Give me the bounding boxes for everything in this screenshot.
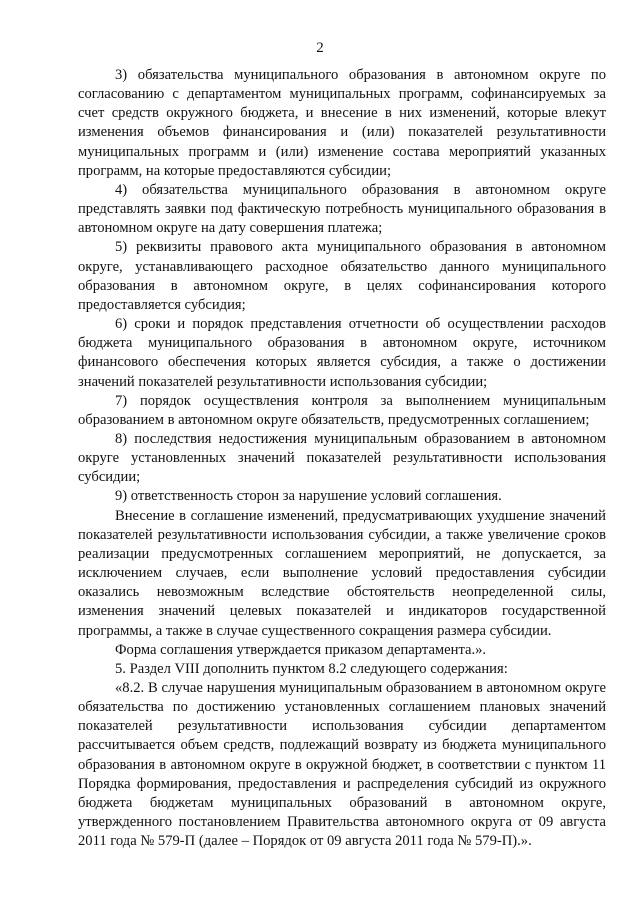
paragraph-item-7: 7) порядок осуществления контроля за выполнением муниципальным образованием в автономном округе обязательств, предусмотренных соглашением; xyxy=(78,392,606,428)
paragraph-item-5: 5) реквизиты правового акта муниципального образования в автономном округе, устанавливающего расходное обязательство данного муниципального образования в автономном округе, в целях софинансирования которого предоставляется субсидия; xyxy=(78,239,606,313)
paragraph-item-3: 3) обязательства муниципального образования в автономном округе по согласованию с департаментом муниципальных программ, софинансируемых за счет средств окружного бюджета, и внесение в них изменений, которые влекут изменения объемов финансирования и (или) показателей результативности муниципальных программ и (или) изменение состава мероприятий указанных программ, на которые предоставляются субсидии; xyxy=(78,67,606,179)
paragraph-section-viii: 5. Раздел VIII дополнить пунктом 8.2 следующего содержания: xyxy=(115,660,508,677)
page-number: 2 xyxy=(316,40,324,56)
paragraph-amendments: Внесение в соглашение изменений, предусматривающих ухудшение значений показателей результативности использования субсидии, а также увеличение сроков реализации предусмотренных соглашением мероприятий, не допускается, за исключением случаев, если выполнение условий предоставления субсидии оказались невозможным вследствие обстоятельств неопределенной силы, изменения значений целевых показателей и индикаторов государственной программы, а также в случае существенного сокращения размера субсидии. xyxy=(78,507,606,639)
paragraph-item-8: 8) последствия недостижения муниципальным образованием в автономном округе установленных значений показателей результативности использования субсидии; xyxy=(78,430,606,486)
paragraph-item-9: 9) ответственность сторон за нарушение условий соглашения. xyxy=(115,488,502,505)
document-body xyxy=(78,66,606,851)
paragraph-clause-8-2: «8.2. В случае нарушения муниципальным образованием в автономном округе обязательства по достижению установленных соглашением плановых значений показателей результативности использования субсидии департаментом рассчитывается объем средств, подлежащий возврату из бюджета муниципального образования в автономном округе в окружной бюджет, в соответствии с пунктом 11 Порядка формирования, предоставления и распределения субсидий из окружного бюджета бюджетам муниципальных образований в автономном округе, утвержденного постановлением Правительства автономного округа от 09 августа 2011 года № 579-П (далее – Порядок от 09 августа 2011 года № 579-П).». xyxy=(78,680,606,850)
paragraph-item-4: 4) обязательства муниципального образования в автономном округе представлять заявки под фактическую потребность муниципального образования в автономном округе на дату совершения платежа; xyxy=(78,181,606,237)
paragraph-agreement-form: Форма соглашения утверждается приказом департамента.». xyxy=(115,641,487,658)
paragraph-item-6: 6) сроки и порядок представления отчетности об осуществлении расходов бюджета муниципального образования в автономном округе, источником финансового обеспечения которых является субсидия, а также о достижении значений показателей результативности использования субсидии; xyxy=(78,316,606,390)
